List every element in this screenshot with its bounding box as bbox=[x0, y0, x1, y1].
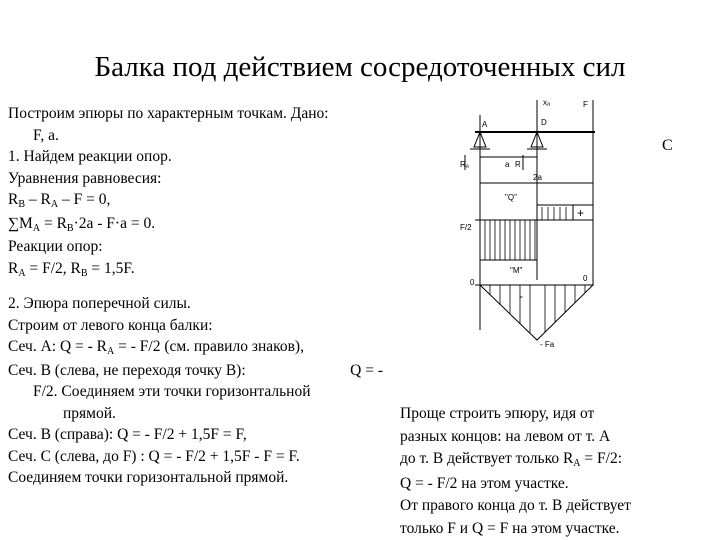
label-f2: F/2 bbox=[460, 223, 472, 232]
label-2a-dim: 2a bbox=[533, 173, 542, 182]
text-line: Проще строить эпюру, идя от bbox=[400, 405, 595, 422]
label-d: D bbox=[541, 118, 547, 127]
text-line: Q = - F/2 на этом участке. bbox=[400, 474, 569, 492]
text-line: 2. Эпюра поперечной силы. bbox=[8, 295, 191, 312]
text-line: От правого конца до т. В действует bbox=[400, 497, 631, 514]
right-note-text bbox=[400, 403, 710, 540]
text-line: разных концов: на левом от т. А bbox=[400, 427, 611, 445]
label-zero-1: 0 bbox=[470, 278, 475, 287]
text-line: только F и Q = F на этом участке. bbox=[400, 519, 620, 537]
text-line: Сеч. А: Q = - RA = - F/2 (см. правило знаков), bbox=[8, 338, 304, 357]
slide-title: Балка под действием сосредоточенных сил bbox=[94, 51, 626, 83]
q-negative-area bbox=[480, 220, 537, 260]
equation-line: RB – RA – F = 0, bbox=[8, 191, 111, 210]
text-line: Реакции опор: bbox=[8, 238, 103, 255]
text-line: Уравнения равновесия: bbox=[8, 169, 162, 187]
label-a-dim: a bbox=[505, 160, 510, 169]
text-line: Сеч. В (справа): Q = - F/2 + 1,5F = F, bbox=[8, 426, 247, 443]
label-m: "M" bbox=[510, 266, 523, 275]
text-line: до т. В действует только RA = F/2: bbox=[400, 450, 623, 469]
text-line: Сеч. С (слева, до F) : Q = - F/2 + 1,5F - F = F. bbox=[8, 447, 300, 465]
label-f: F bbox=[583, 100, 588, 109]
equation-line: ∑MA = RB·2a - F·a = 0. bbox=[8, 214, 156, 234]
text-line: 1. Найдем реакции опор. bbox=[8, 148, 172, 165]
text-line: Построим эпюры по характерным точкам. Дано: bbox=[8, 105, 329, 122]
label-xa: xₐ bbox=[543, 98, 550, 107]
text-line: Соединяем точки горизонтальной прямой. bbox=[8, 469, 289, 486]
text-line: Строим от левого конца балки: bbox=[8, 316, 213, 334]
text-line: F/2. Соединяем эти точки горизонтальной bbox=[33, 383, 311, 400]
q-positive-area bbox=[537, 205, 593, 220]
text-line: прямой. bbox=[63, 404, 116, 422]
text-line: F, a. bbox=[33, 126, 59, 144]
label-plus: + bbox=[577, 206, 585, 220]
point-c-label: C bbox=[662, 137, 673, 154]
text-line: Сеч. В (слева, не переходя точку В): Q = - bbox=[8, 361, 383, 379]
m-diagram-area bbox=[480, 285, 593, 340]
label-ra: Rₐ bbox=[460, 160, 469, 169]
q-hatching bbox=[485, 207, 566, 260]
label-minus: - bbox=[519, 289, 523, 303]
label-fa: - Fa bbox=[540, 340, 555, 349]
beam-diagram bbox=[455, 95, 595, 355]
label-zero-2: 0 bbox=[583, 274, 588, 283]
left-text-column bbox=[8, 103, 398, 489]
label-q: "Q" bbox=[505, 193, 517, 202]
equation-line: RA = F/2, RB = 1,5F. bbox=[8, 259, 135, 279]
label-a: A bbox=[482, 120, 488, 129]
label-rb: R bbox=[515, 160, 521, 169]
